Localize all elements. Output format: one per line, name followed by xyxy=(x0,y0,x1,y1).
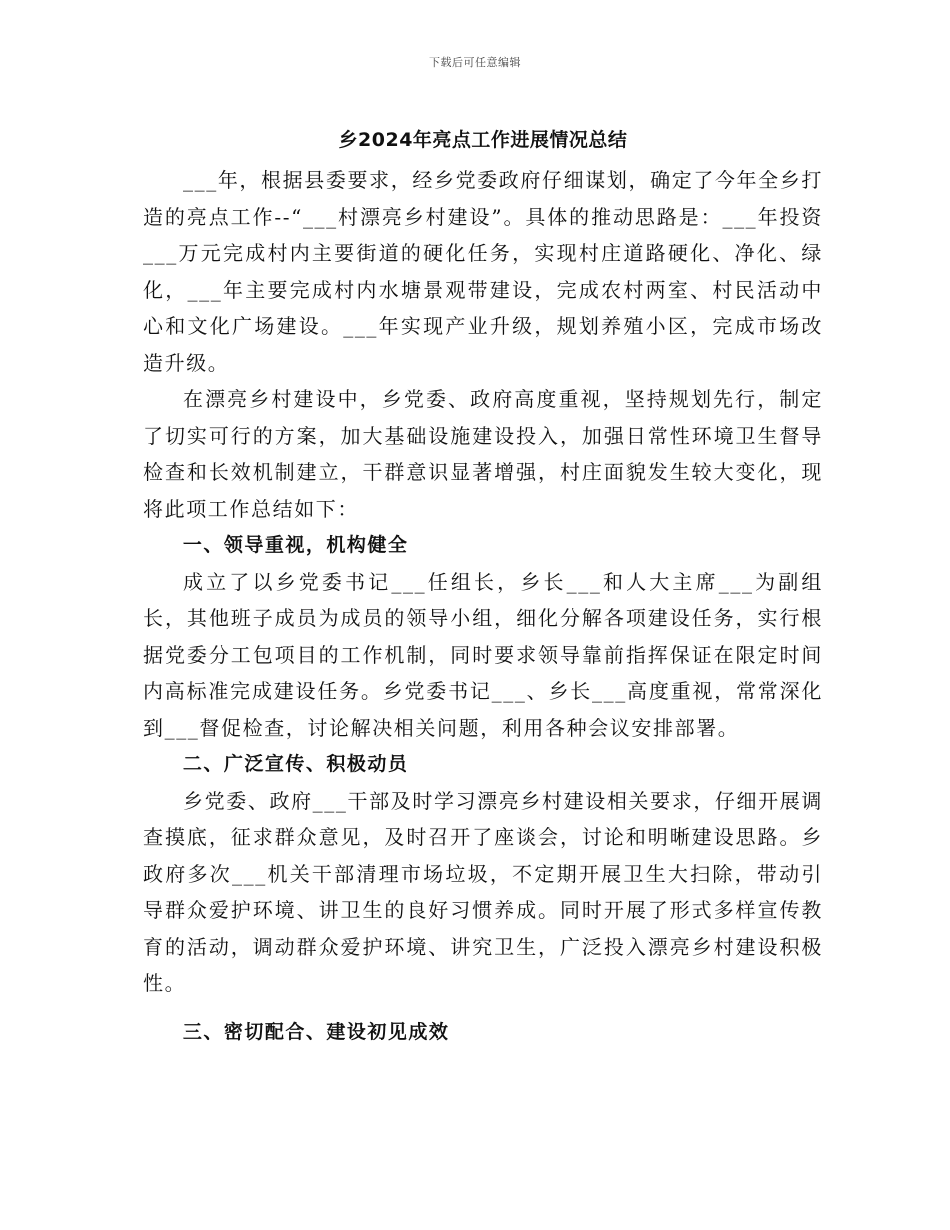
paragraph-overview: 在漂亮乡村建设中，乡党委、政府高度重视，坚持规划先行，制定了切实可行的方案，加大基础设施建设投入，加强日常性环境卫生督导检查和长效机制建立，干群意识显著增强，村庄面貌发生较大变化，现将此项工作总结如下： xyxy=(143,387,823,521)
paragraph-publicity: 乡党委、政府___干部及时学习漂亮乡村建设相关要求，仔细开展调查摸底，征求群众意见，及时召开了座谈会，讨论和明晰建设思路。乡政府多次___机关干部清理市场垃圾，不定期开展卫生大扫除，带动引导群众爱护环境、讲卫生的良好习惯养成。同时开展了形式多样宣传教育的活动，调动群众爱护环境、讲究卫生，广泛投入漂亮乡村建设积极性。 xyxy=(143,788,823,995)
document-body xyxy=(143,118,823,1050)
paragraph-leadership: 成立了以乡党委书记___任组长，乡长___和人大主席___为副组长，其他班子成员为成员的领导小组，细化分解各项建设任务，实行根据党委分工包项目的工作机制，同时要求领导靠前指挥保证在限定时间内高标准完成建设任务。乡党委书记___、乡长___高度重视，常常深化到___督促检查，讨论解决相关问题，利用各种会议安排部署。 xyxy=(143,569,823,740)
section-heading-2: 二、广泛宣传、积极动员 xyxy=(182,753,409,775)
document-title: 乡2024年亮点工作进展情况总结 xyxy=(338,129,628,151)
header-note: 下载后可任意编辑 xyxy=(429,56,521,69)
section-heading-1: 一、领导重视，机构健全 xyxy=(182,534,409,556)
paragraph-intro: ___年，根据县委要求，经乡党委政府仔细谋划，确定了今年全乡打造的亮点工作--“___村漂亮乡村建设”。具体的推动思路是：___年投资___万元完成村内主要街道的硬化任务，实现村庄道路硬化、净化、绿化，___年主要完成村内水塘景观带建设，完成农村两室、村民活动中心和文化广场建设。___年实现产业升级，规划养殖小区，完成市场改造升级。 xyxy=(143,168,823,375)
section-heading-3: 三、密切配合、建设初见成效 xyxy=(182,1020,450,1043)
